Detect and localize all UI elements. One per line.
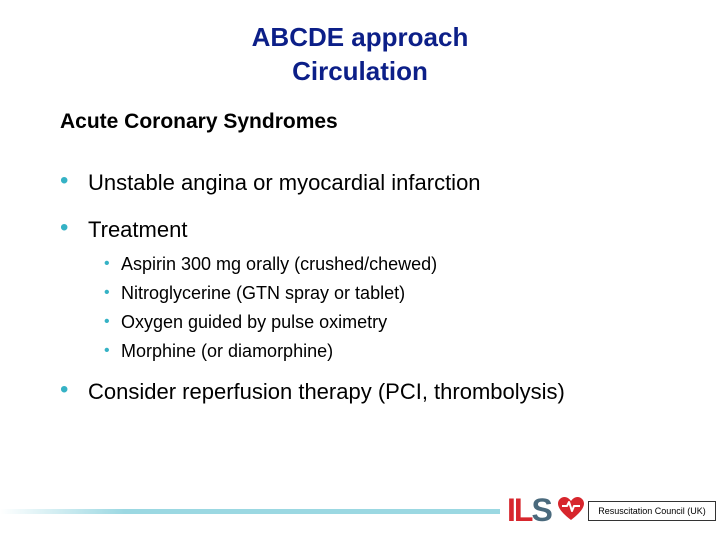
slide-subtitle: Acute Coronary Syndromes — [60, 110, 338, 133]
sub-bullet-dot-icon: • — [104, 342, 110, 359]
ils-logo-s: S — [531, 492, 551, 528]
resuscitation-council-label: Resuscitation Council (UK) — [588, 501, 716, 521]
bullet-dot-icon: • — [60, 376, 69, 403]
sub-bullet-dot-icon: • — [104, 284, 110, 301]
sub-bullet-text: Morphine (or diamorphine) — [121, 341, 334, 361]
ils-logo-il: IL — [507, 492, 532, 528]
sub-bullet-text: Aspirin 300 mg orally (crushed/chewed) — [121, 254, 438, 274]
sub-bullet-text: Oxygen guided by pulse oximetry — [121, 312, 388, 332]
bullet-text: Treatment — [88, 217, 188, 242]
sub-bullet-text: Nitroglycerine (GTN spray or tablet) — [121, 283, 406, 303]
bullet-text: Unstable angina or myocardial infarction — [88, 170, 481, 195]
bullet-dot-icon: • — [60, 214, 69, 241]
slide-title — [0, 20, 720, 88]
bullet-text: Consider reperfusion therapy (PCI, thrombolysis) — [88, 379, 565, 404]
sub-bullet-dot-icon: • — [104, 313, 110, 330]
heart-icon — [558, 497, 584, 521]
title-line-1: ABCDE approach — [251, 22, 469, 52]
title-line-2: Circulation — [292, 56, 428, 86]
footer-divider — [0, 509, 500, 514]
sub-bullet-dot-icon: • — [104, 255, 110, 272]
ils-logo — [507, 492, 551, 529]
bullet-dot-icon: • — [60, 167, 69, 194]
